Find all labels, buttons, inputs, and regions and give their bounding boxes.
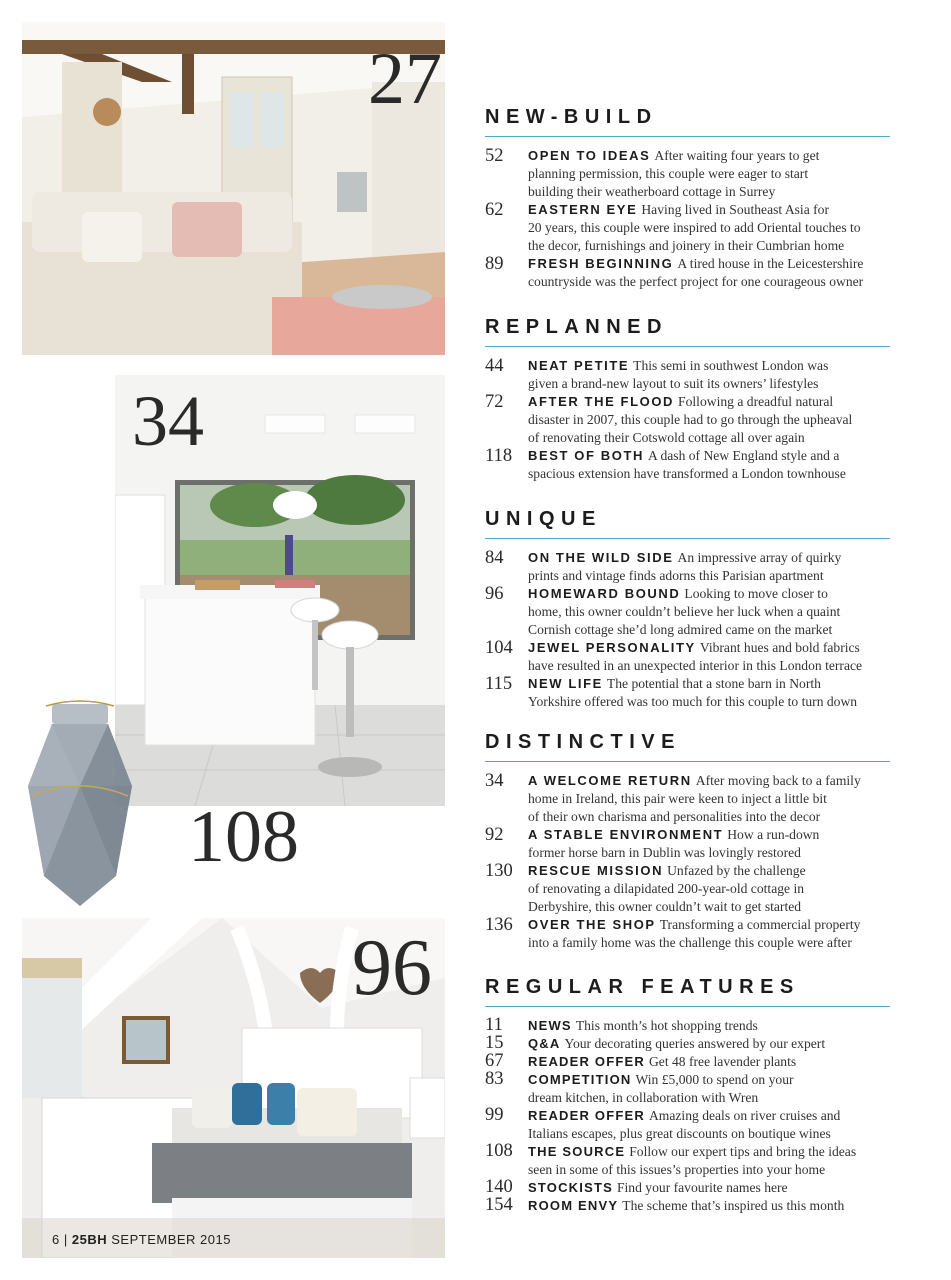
section-heading: NEW-BUILD [485,104,890,137]
entry-title: HOMEWARD BOUND [528,586,681,601]
entry-title: Q&A [528,1036,561,1051]
toc-entry[interactable] [485,255,890,291]
entry-title: COMPETITION [528,1072,632,1087]
entry-description-line: Following a dreadful natural [678,394,834,409]
entry-description-line: Find your favourite names here [616,1180,788,1195]
entry-page-number: 115 [485,674,513,694]
page-number-34-callout: 34 [132,381,204,461]
section-distinctive [485,729,890,952]
entry-title: BEST OF BOTH [528,448,644,463]
entry-description-line: of renovating a dilapidated 200-year-old cottage in [528,881,805,896]
entry-list [485,549,890,711]
entry-description-line: Having lived in Southeast Asia for [641,202,829,217]
entry-description-line: After waiting four years to get [654,148,820,163]
toc-entry[interactable] [485,1071,890,1107]
toc-entry[interactable] [485,549,890,585]
toc-entry[interactable] [485,357,890,393]
entry-description-line: This semi in southwest London was [633,358,829,373]
entry-page-number: 44 [485,356,504,376]
entry-title: NEAT PETITE [528,358,630,373]
entry-title: OVER THE SHOP [528,917,656,932]
entry-page-number: 83 [485,1069,504,1089]
entry-list [485,772,890,952]
folio-issue-date: SEPTEMBER 2015 [111,1232,231,1247]
entry-page-number: 84 [485,548,504,568]
entry-description-line: the decor, furnishings and joinery in their Cumbrian home [528,238,845,253]
entry-title: READER OFFER [528,1054,645,1069]
entry-description-line: planning permission, this couple were eager to start [528,166,809,181]
entry-description-line: Your decorating queries answered by our expert [564,1036,826,1051]
entry-description-line: given a brand-new layout to suit its owners’ lifestyles [528,376,819,391]
table-of-contents [485,0,890,1280]
entry-page-number: 92 [485,825,504,845]
entry-page-number: 15 [485,1033,504,1053]
entry-title: THE SOURCE [528,1144,626,1159]
toc-entry[interactable] [485,147,890,201]
toc-entry[interactable] [485,585,890,639]
entry-title: FRESH BEGINNING [528,256,674,271]
section-heading: UNIQUE [485,506,890,539]
entry-description-line: Italians escapes, plus great discounts on boutique wines [528,1126,831,1141]
entry-description-line: After moving back to a family [695,773,861,788]
entry-page-number: 52 [485,146,504,166]
entry-page-number: 136 [485,915,513,935]
entry-title: ROOM ENVY [528,1198,619,1213]
entry-page-number: 118 [485,446,513,466]
entry-description-line: Cornish cottage she’d long admired came on the market [528,622,833,637]
entry-page-number: 34 [485,771,504,791]
entry-description-line: home, this owner couldn’t believe her luck when a quaint [528,604,841,619]
folio-page-number: 6 [52,1232,60,1247]
entry-title: NEWS [528,1018,572,1033]
section-unique [485,506,890,711]
toc-entry[interactable] [485,1179,890,1197]
entry-description-line: Yorkshire offered was too much for this couple to turn down [528,694,858,709]
toc-entry[interactable] [485,393,890,447]
section-heading: REPLANNED [485,314,890,347]
toc-entry[interactable] [485,675,890,711]
section-heading: DISTINCTIVE [485,729,890,762]
entry-page-number: 99 [485,1105,504,1125]
toc-entry[interactable] [485,201,890,255]
toc-entry[interactable] [485,639,890,675]
page-number-108-callout: 108 [188,796,299,878]
entry-description-line: A tired house in the Leicestershire [677,256,864,271]
toc-entry[interactable] [485,916,890,952]
entry-description-line: How a run-down [727,827,820,842]
entry-page-number: 96 [485,584,504,604]
entry-page-number: 89 [485,254,504,274]
entry-description-line: A dash of New England style and a [647,448,840,463]
toc-entry[interactable] [485,1143,890,1179]
entry-title: A WELCOME RETURN [528,773,692,788]
entry-description-line: Win £5,000 to spend on your [635,1072,794,1087]
glass-lantern-product-image [24,696,136,908]
entry-description-line: Follow our expert tips and bring the ideas [629,1144,857,1159]
toc-entry[interactable] [485,1017,890,1035]
entry-description-line: disaster in 2007, this couple had to go through the upheaval [528,412,853,427]
entry-page-number: 104 [485,638,513,658]
entry-title: EASTERN EYE [528,202,638,217]
entry-title: A STABLE ENVIRONMENT [528,827,724,842]
folio-magazine-name: 25BH [71,1232,108,1247]
entry-page-number: 140 [485,1177,513,1197]
entry-title: OPEN TO IDEAS [528,148,651,163]
toc-entry[interactable] [485,1107,890,1143]
toc-entry[interactable] [485,447,890,483]
entry-description-line: Looking to move closer to [684,586,828,601]
page-number-27-callout: 27 [368,38,442,120]
entry-title: AFTER THE FLOOD [528,394,675,409]
section-replanned [485,314,890,483]
entry-description-line: spacious extension have transformed a London townhouse [528,466,846,481]
entry-description-line: Vibrant hues and bold fabrics [699,640,860,655]
entry-description-line: home in Ireland, this pair were keen to inject a little bit [528,791,827,806]
entry-list [485,1017,890,1215]
entry-page-number: 154 [485,1195,513,1215]
entry-description-line: 20 years, this couple were inspired to add Oriental touches to [528,220,861,235]
toc-entry[interactable] [485,1197,890,1215]
entry-page-number: 62 [485,200,504,220]
page-number-96-callout: 96 [352,924,432,1012]
entry-description-line: Derbyshire, this owner couldn’t wait to get started [528,899,802,914]
toc-entry[interactable] [485,1053,890,1071]
section-new-build [485,104,890,291]
entry-description-line: Transforming a commercial property [659,917,861,932]
section-heading: REGULAR FEATURES [485,974,890,1007]
entry-description-line: into a family home was the challenge this couple were after [528,935,852,950]
entry-description-line: This month’s hot shopping trends [575,1018,758,1033]
entry-description-line: The scheme that’s inspired us this month [622,1198,845,1213]
entry-description-line: building their weatherboard cottage in Surrey [528,184,776,199]
section-regular-features [485,974,890,1215]
entry-description-line: Get 48 free lavender plants [648,1054,797,1069]
entry-title: JEWEL PERSONALITY [528,640,696,655]
entry-description-line: An impressive array of quirky [677,550,842,565]
entry-description-line: have resulted in an unexpected interior in this London terrace [528,658,863,673]
entry-description-line: The potential that a stone barn in North [606,676,821,691]
toc-entry[interactable] [485,826,890,862]
entry-page-number: 11 [485,1015,503,1035]
entry-description-line: seen in some of this issues’s properties into your home [528,1162,826,1177]
entry-list [485,357,890,483]
entry-title: STOCKISTS [528,1180,613,1195]
entry-title: ON THE WILD SIDE [528,550,674,565]
toc-entry[interactable] [485,772,890,826]
entry-description-line: of renovating their Cotswold cottage all over again [528,430,805,445]
toc-entry[interactable] [485,1035,890,1053]
entry-page-number: 72 [485,392,504,412]
entry-description-line: former horse barn in Dublin was lovingly restored [528,845,801,860]
entry-page-number: 67 [485,1051,504,1071]
entry-description-line: of their own charisma and personalities into the decor [528,809,821,824]
page-folio [52,1232,231,1247]
folio-divider: | [63,1232,72,1247]
entry-description-line: dream kitchen, in collaboration with Wren [528,1090,759,1105]
entry-description-line: Amazing deals on river cruises and [648,1108,841,1123]
entry-description-line: Unfazed by the challenge [667,863,806,878]
entry-title: READER OFFER [528,1108,645,1123]
entry-page-number: 130 [485,861,513,881]
entry-list [485,147,890,291]
entry-page-number: 108 [485,1141,513,1161]
entry-description-line: prints and vintage finds adorns this Parisian apartment [528,568,824,583]
entry-title: RESCUE MISSION [528,863,664,878]
toc-entry[interactable] [485,862,890,916]
entry-title: NEW LIFE [528,676,603,691]
entry-description-line: countryside was the perfect project for one courageous owner [528,274,864,289]
